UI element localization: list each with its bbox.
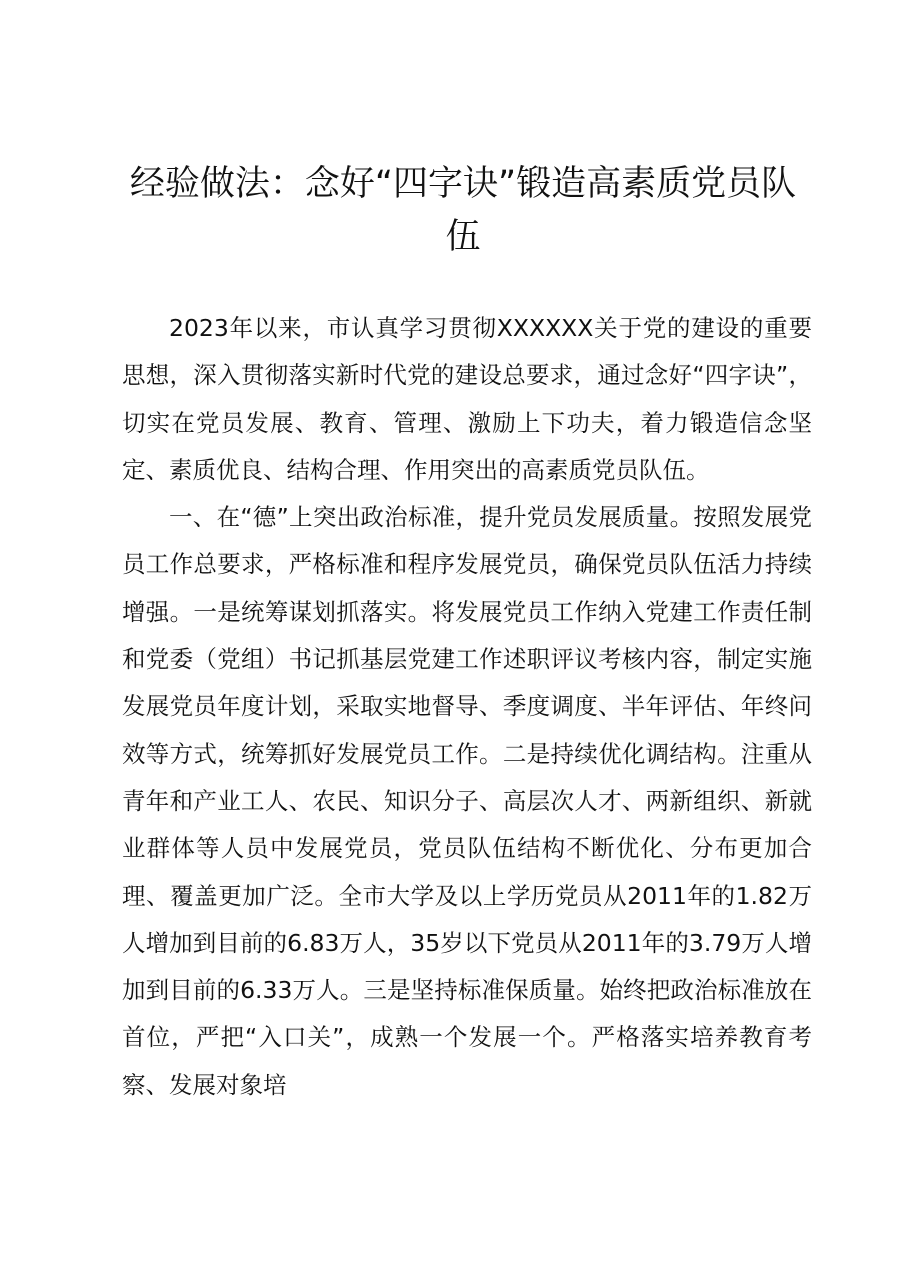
paragraph-section-one: 一、在“德”上突出政治标准，提升党员发展质量。按照发展党员工作总要求，严格标准和程序发展党员，确保党员队伍活力持续增强。一是统筹谋划抓落实。将发展党员工作纳入党建工作责任制和党委（党组）书记抓基层党建工作述职评议考核内容，制定实施发展党员年度计划，采取实地督导、季度调度、半年评估、年终问效等方式，统筹抓好发展党员工作。二是持续优化调结构。注重从青年和产业工人、农民、知识分子、高层次人才、两新组织、新就业群体等人员中发展党员，党员队伍结构不断优化、分布更加合理、覆盖更加广泛。全市大学及以上学历党员从2011年的1.82万人增加到目前的6.83万人，35岁以下党员从2011年的3.79万人增加到目前的6.33万人。三是坚持标准保质量。始终把政治标准放在首位，严把“入口关”，成熟一个发展一个。严格落实培养教育考察、发展对象培 — [122, 503, 812, 1099]
document-title: 经验做法：念好“四字诀”锻造高素质党员队伍 — [129, 164, 797, 257]
paragraph-intro: 2023年以来，市认真学习贯彻XXXXXX关于党的建设的重要思想，深入贯彻落实新时代党的建设总要求，通过念好“四字诀”，切实在党员发展、教育、管理、激励上下功夫，着力锻造信念坚定、素质优良、结构合理、作用突出的高素质党员队伍。 — [122, 314, 812, 484]
document-body — [122, 305, 812, 1109]
